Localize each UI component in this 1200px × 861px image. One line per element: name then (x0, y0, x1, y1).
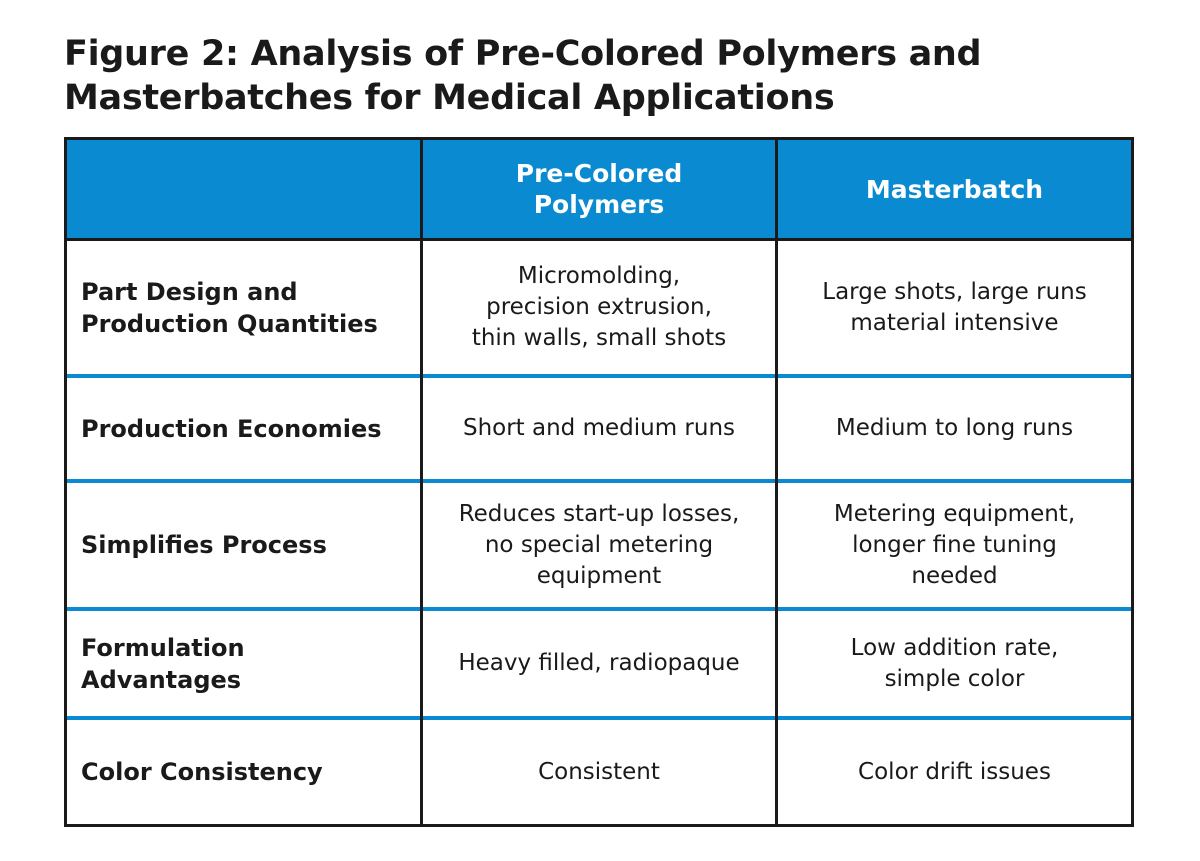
cell-masterbatch-part-design: Large shots, large runs material intensive (822, 278, 1087, 336)
figure-title-line-2: Masterbatches for Medical Applications (64, 78, 835, 118)
row-label-production-economies: Production Economies (81, 414, 382, 443)
cell-masterbatch-production-economies: Medium to long runs (835, 415, 1074, 441)
cell-pre-colored-formulation-advantages: Heavy filled, radiopaque (458, 650, 740, 676)
row-label-color-consistency: Color Consistency (81, 758, 323, 786)
row-label-formulation-advantages: Formulation Advantages (81, 633, 245, 694)
cell-masterbatch-simplifies-process: Metering equipment, longer fine tuning needed (833, 500, 1076, 589)
cell-masterbatch-formulation-advantages: Low addition rate, simple color (850, 634, 1059, 692)
header-cell-empty (67, 140, 420, 238)
cell-pre-colored-color-consistency: Consistent (538, 758, 660, 785)
header-cell-pre-colored-polymers: Pre-Colored Polymers (515, 159, 683, 219)
cell-masterbatch-color-consistency: Color drift issues (858, 758, 1051, 785)
header-cell-masterbatch: Masterbatch (865, 174, 1044, 204)
comparison-table (64, 137, 1134, 827)
cell-pre-colored-production-economies: Short and medium runs (462, 415, 736, 441)
row-label-simplifies-process: Simplifies Process (81, 531, 327, 559)
figure-title (64, 32, 1144, 120)
row-label-part-design: Part Design and Production Quantities (81, 277, 378, 338)
cell-pre-colored-simplifies-process: Reduces start-up losses, no special metering equipment (458, 500, 740, 589)
figure-title-line-1: Figure 2: Analysis of Pre-Colored Polymers and (64, 34, 982, 74)
cell-pre-colored-part-design: Micromolding, precision extrusion, thin walls, small shots (471, 263, 727, 351)
